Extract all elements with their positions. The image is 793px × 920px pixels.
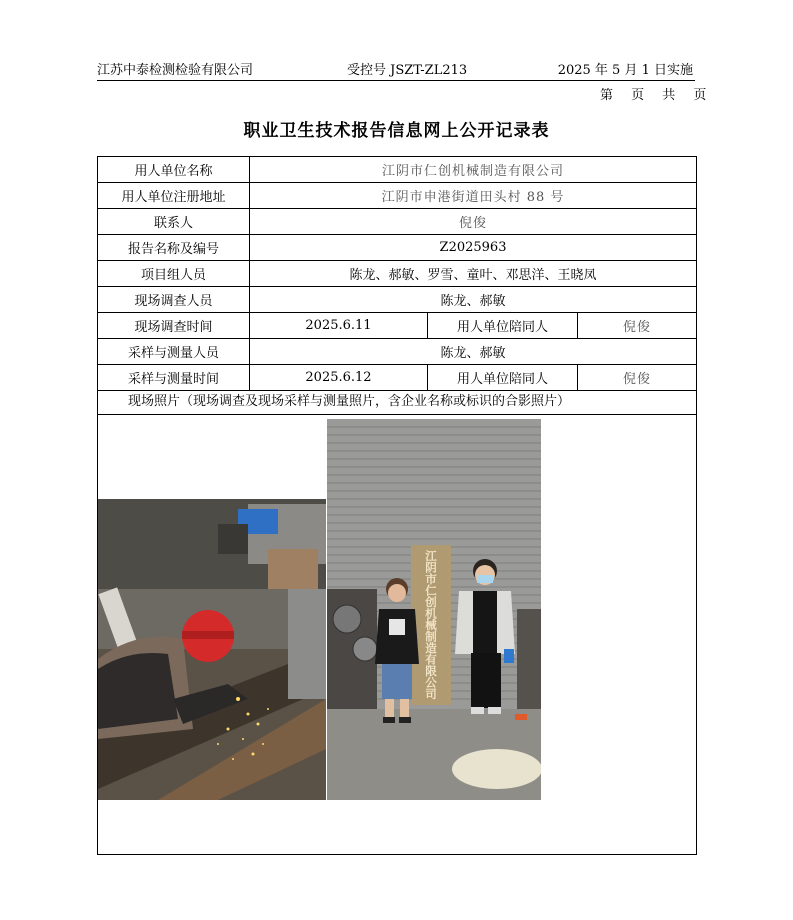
value-employer-address: 江阴市申港街道田头村 88 号 xyxy=(381,190,565,205)
page-title: 职业卫生技术报告信息网上公开记录表 xyxy=(243,121,550,141)
value-survey-time: 2025.6.11 xyxy=(250,313,428,338)
row-project-team xyxy=(98,261,696,287)
header-company: 江苏中泰检测检验有限公司 xyxy=(97,63,254,78)
value-project-team: 陈龙、郝敏、罗雪、童叶、邓思洋、王晓凤 xyxy=(349,268,597,283)
row-sampling-staff xyxy=(98,339,696,365)
label-survey-time: 现场调查时间 xyxy=(98,313,250,338)
label-survey-staff: 现场调查人员 xyxy=(98,287,250,312)
row-employer-name xyxy=(98,157,696,183)
page-header xyxy=(97,62,695,81)
value-survey-staff: 陈龙、郝敏 xyxy=(440,294,506,309)
value-sampling-staff: 陈龙、郝敏 xyxy=(440,346,506,361)
row-contact xyxy=(98,209,696,235)
value-employer-name: 江阴市仁创机械制造有限公司 xyxy=(381,164,564,179)
label-survey-escort: 用人单位陪同人 xyxy=(428,313,578,338)
label-employer-name: 用人单位名称 xyxy=(98,157,250,182)
photo-group-with-company-sign xyxy=(327,419,541,800)
row-survey-staff xyxy=(98,287,696,313)
label-sampling-staff: 采样与测量人员 xyxy=(98,339,250,364)
photo-area xyxy=(98,415,696,854)
header-effective-date: 2025 年 5 月 1 日实施 xyxy=(557,63,693,78)
photo-welding-worker xyxy=(98,499,326,800)
label-sampling-escort: 用人单位陪同人 xyxy=(428,365,578,390)
value-survey-escort: 倪俊 xyxy=(622,320,651,335)
photos-label: 现场照片（现场调查及现场采样与测量照片，含企业名称或标识的合影照片） xyxy=(98,389,696,415)
record-table xyxy=(97,156,697,855)
row-report-name xyxy=(98,235,696,261)
value-report-name: Z2025963 xyxy=(439,240,507,255)
page-number: 第 页 共 页 xyxy=(600,88,707,103)
header-control-number: 受控号 JSZT-ZL213 xyxy=(347,63,468,78)
row-survey-time xyxy=(98,313,696,339)
label-project-team: 项目组人员 xyxy=(98,261,250,286)
value-sampling-escort: 倪俊 xyxy=(622,372,651,387)
label-employer-address: 用人单位注册地址 xyxy=(98,183,250,208)
value-contact: 倪俊 xyxy=(458,216,487,231)
label-report-name: 报告名称及编号 xyxy=(98,235,250,260)
company-sign-text: 江阴市仁创机械制造有限公司 xyxy=(424,550,438,700)
label-contact: 联系人 xyxy=(98,209,250,234)
row-employer-address xyxy=(98,183,696,209)
row-sampling-time xyxy=(98,365,696,391)
label-sampling-time: 采样与测量时间 xyxy=(98,365,250,390)
value-sampling-time: 2025.6.12 xyxy=(250,365,428,390)
